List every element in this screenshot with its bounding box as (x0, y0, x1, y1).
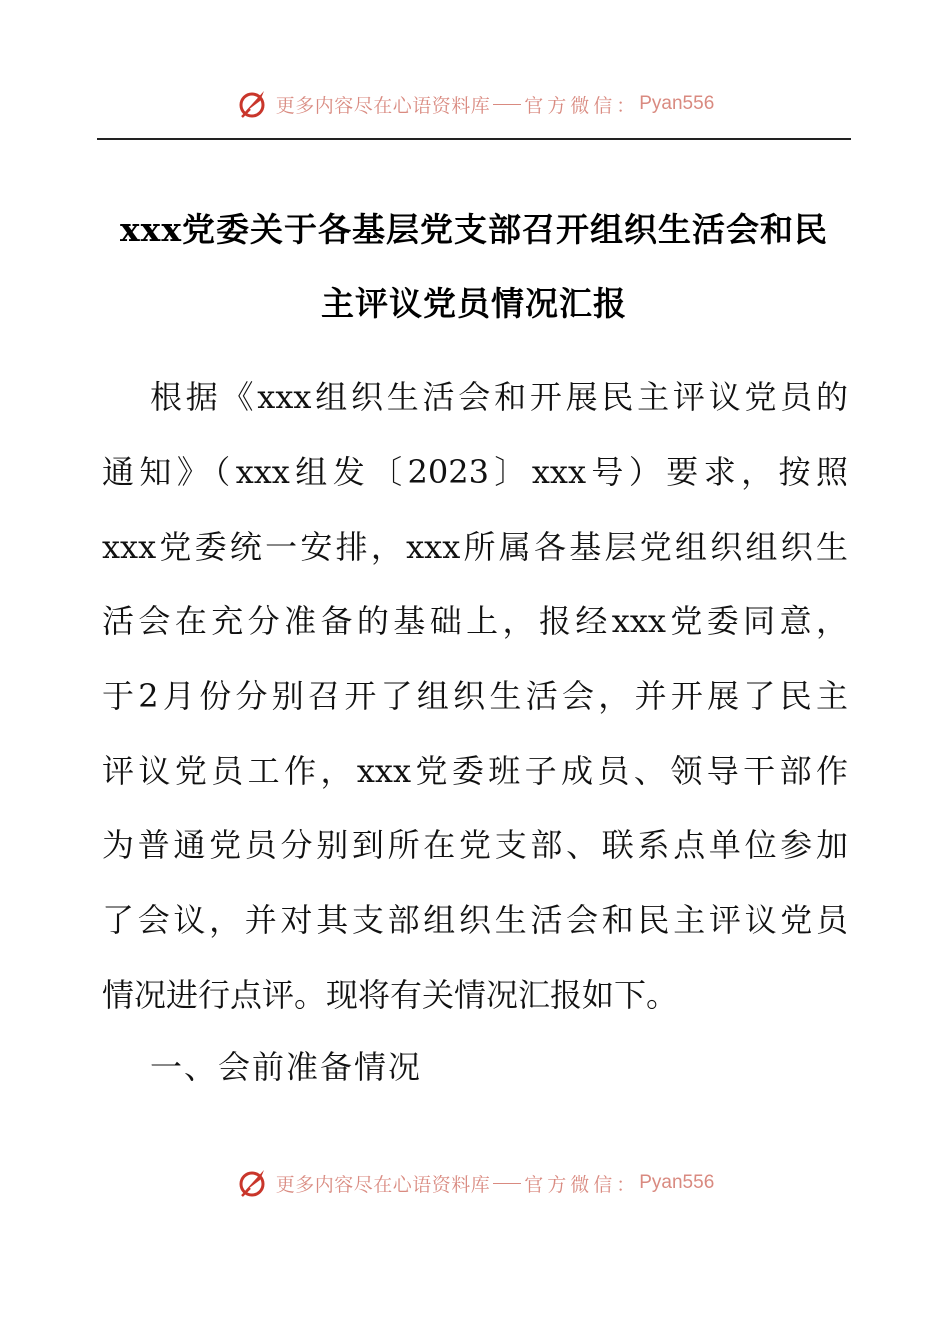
quill-logo-icon (236, 1166, 270, 1200)
document-title-line-2: 主评议党员情况汇报 (321, 284, 627, 323)
paragraph-line-3: xxx党委统一安排，xxx所属各基层党组织组织生 (102, 528, 848, 566)
paragraph-line-2: 通知》（xxx组发〔2023〕xxx号）要求，按照 (102, 453, 848, 491)
paragraph-line-1: 根据《xxx组织生活会和开展民主评议党员的 (150, 378, 848, 416)
paragraph-line-8: 了会议，并对其支部组织生活会和民主评议党员 (102, 901, 848, 939)
quill-logo-icon (236, 87, 270, 121)
header-divider (97, 138, 851, 140)
paragraph-line-6: 评议党员工作，xxx党委班子成员、领导干部作 (102, 752, 848, 790)
watermark-separator (493, 104, 521, 105)
watermark-text: 更多内容尽在心语资料库 (275, 1173, 491, 1196)
watermark-wechat-id: Pyan556 (639, 93, 715, 114)
watermark-wechat-id: Pyan556 (639, 1172, 715, 1193)
paragraph-line-9: 情况进行点评。现将有关情况汇报如下。 (102, 976, 679, 1014)
watermark-separator (493, 1183, 521, 1184)
section-heading-1: 一、会前准备情况 (150, 1048, 423, 1086)
footer-watermark-banner (0, 1163, 950, 1203)
watermark-wechat-label: 官方微信： (524, 94, 640, 117)
header-watermark-banner (0, 84, 950, 124)
paragraph-line-7: 为普通党员分别到所在党支部、联系点单位参加 (102, 826, 848, 864)
watermark-wechat-label: 官方微信： (524, 1173, 640, 1196)
paragraph-line-4: 活会在充分准备的基础上，报经xxx党委同意， (102, 602, 848, 640)
watermark-text: 更多内容尽在心语资料库 (275, 94, 491, 117)
paragraph-line-5: 于2月份分别召开了组织生活会，并开展了民主 (102, 677, 848, 715)
document-title-line-1: xxx党委关于各基层党支部召开组织生活会和民 (119, 210, 829, 249)
